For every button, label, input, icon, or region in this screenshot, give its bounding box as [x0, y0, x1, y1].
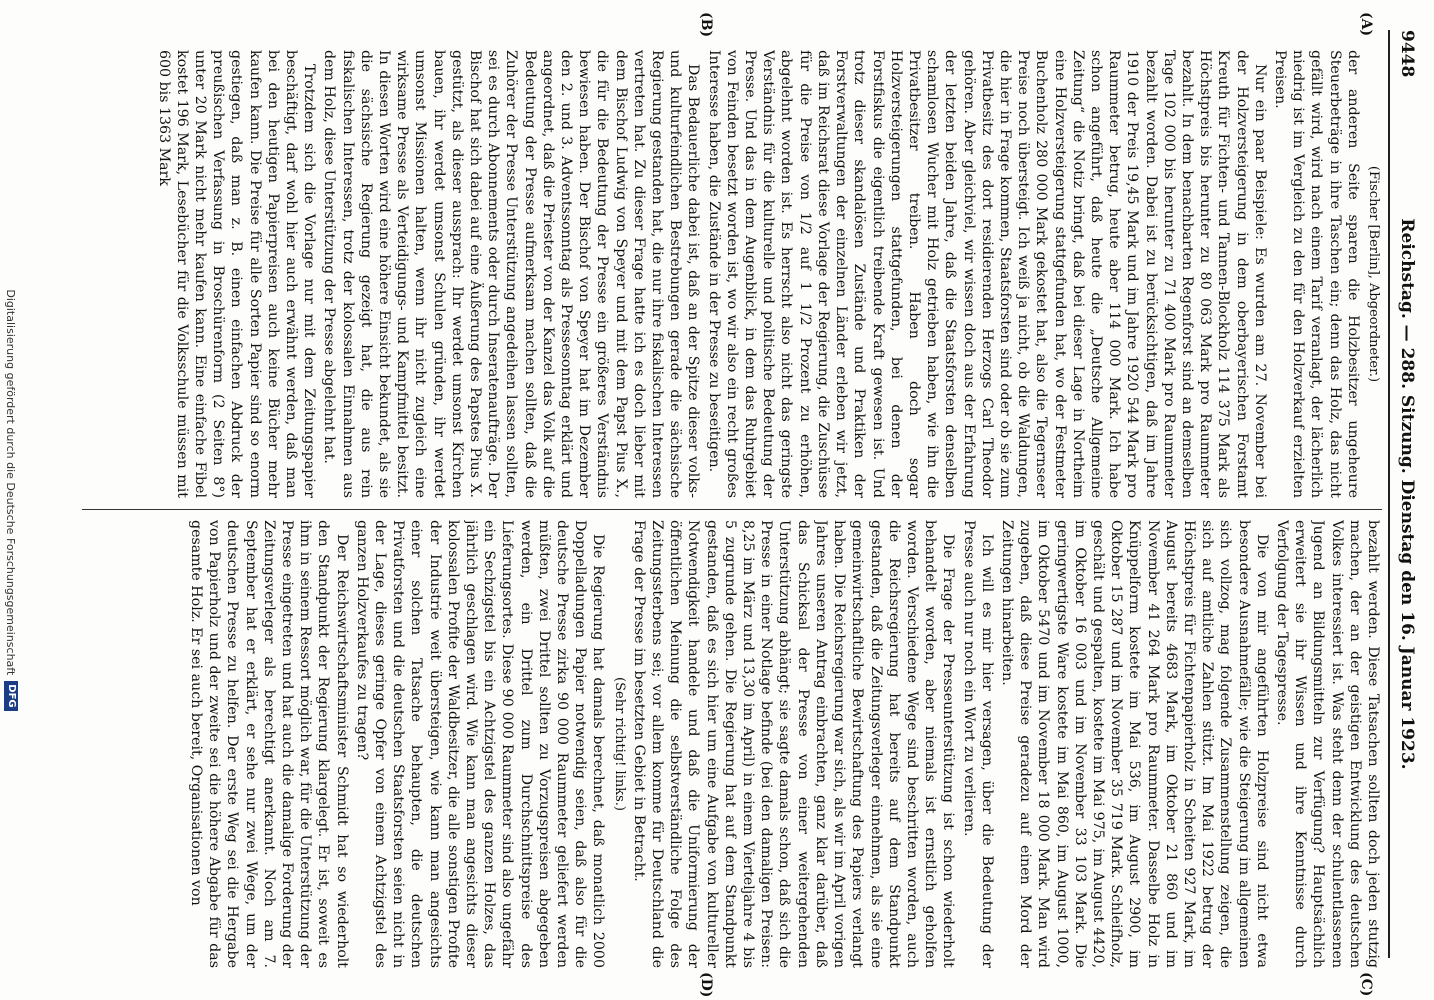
margin-marker-b: (B)	[698, 12, 714, 38]
left-column	[82, 50, 1382, 498]
paragraph: Ich will es mir hier versagen, über die Bedeutung der Presse auch nur noch ein Wort zu verlieren.	[960, 520, 995, 968]
interjection: (Sehr richtig! links.)	[611, 677, 627, 811]
paragraph: Der Reichswirtschaftsminister Schmidt hat so wiederholt den Standpunkt der Regierung klargelegt. Er ist, soweit es ihm in seinem Ressort möglich war, für die Unterstützung der Presse eingetreten und hat auch die damalige Forderung der Zeitungsverleger als berechtigt anerkannt. Noch am 7. September hat er erklärt, er sehe nur zwei Wege, um der deutschen Presse zu helfen. Der erste Weg sei die Hergabe von Papierholz und der zweite sei die höhere Abgabe für das gesamte Holz. Er sei auch bereit, Organisationen von	[188, 520, 350, 968]
credit-text: Digitalisierung gefördert durch die Deutsche Forschungsgemeinschaft	[4, 289, 18, 676]
digitization-credit	[0, 0, 22, 1000]
paragraph: bezahlt werden. Diese Tatsachen sollten doch jeden stutzig machen, der an der geistigen Entwicklung des deutschen Volkes interessiert ist. Was steht denn der schulentlassenen Jugend an Bildungsmitteln zur Verfügung? Hauptsächlich erweitert sie ihr Wissen und ihre Kenntnisse durch Verfolgung der Tagespresse.	[1273, 520, 1381, 968]
column-divider	[82, 509, 1382, 510]
paragraph: Das Bedauerliche dabei ist, daß an der Spitze dieser volks- und kulturfeindlichen Bestrebungen gerade die sächsische Regierung gestanden hat, die nur ihre fiskalischen Interessen vertreten hat. Zu dieser Frage hatte ich es doch lieber mit dem Bischof Ludwig von Speyer und mit dem Papst Pius X., die für die Bedeutung der Presse ein größeres Verständnis bewiesen haben. Der Bischof von Speyer hat im Dezember den 2. und 3. Adventssonntag als Pressesonntag erklärt und angeordnet, daß die Priester von der Kanzel das Volk auf die Bedeutung der Presse aufmerksam machen sollten, daß die Zuhörer der Presse Unterstützung angedeihen lassen sollten, sei es durch Abonnements oder durch Inseratenaufträge. Der Bischof hat sich dabei auf eine Äußerung des Papstes Pius X. gestützt, als dieser aussprach: Ihr werdet umsonst Kirchen bauen, ihr werdet umsonst Schulen gründen, ihr werdet umsonst Missionen halten, wenn ihr nicht zugleich eine wirksame Presse als Verteidigungs- und Kampfmittel besitzt. In diesen Worten wird eine höhere Einsicht bekundet, als sie die sächsische Regierung gezeigt hat, die aus rein fiskalischen Interessen, trotz der kolossalen Einnahmen aus dem Holz, diese Unterstützung der Presse abgelehnt hat.	[321, 50, 702, 498]
margin-marker-d: (D)	[698, 972, 714, 998]
right-column	[82, 520, 1382, 968]
paragraph: der anderen Seite sparen die Holzbesitzer ungeheure Steuerbeträge in ihre Taschen ein; denn das Holz, das nicht gefällt wird, wird nach einem Tarif veranlagt, der lächerlich niedrig ist im Vergleich zu den für den Holzverkauf erzielten Preisen.	[1271, 50, 1361, 498]
paragraph: Die Frage der Presseunterstützung ist schon wiederholt behandelt worden, aber niemals ist ernstlich geholfen worden. Verschiedene Wege sind beschritten worden, auch die Reichsregierung hat bereits auf dem Standpunkt gestanden, daß die Zeitungsverleger einnehmen, als sie eine gemeinwirtschaftliche Bewirtschaftung des Papiers verlangt haben. Die Reichsregierung war sich, als wir im April vorigen Jahres unseren Antrag einbrachten, ganz klar darüber, daß das Schicksal der Presse von einer weitergehenden Unterstützung abhängt; sie sagte damals schon, daß sich die Presse in einer Notlage befinde (bei den damaligen Preisen: 8,25 im März und 13,30 im April) in einem Vierteljahre 4 bis 5 zugrunde gehen. Die Regierung hat auf dem Standpunkt gestanden, daß es sich hier um eine Aufgabe von kultureller Notwendigkeit handele und daß die Uniformierung der öffentlichen Meinung die selbstverständliche Folge des Zeitungssterbens sei; vor allem komme für Deutschland die Frage der Presse im besetzten Gebiet in Betracht.	[630, 520, 957, 968]
header-rule	[1388, 30, 1390, 958]
paragraph: Trotzdem sich die Vorlage nur mit dem Zeitungspapier beschäftigt, darf wohl hier auch erwähnt werden, daß man bei den heutigen Papierpreisen auch keine Bücher mehr kaufen kann. Die Preise für alle Sorten Papier sind so enorm gestiegen, daß man z. B. einen einfachen Abdruck der preußischen Verfassung in Broschürenform (2 Seiten 8°) unter 20 Mark nicht mehr kaufen kann. Eine einfache Fibel kostet 196 Mark, Lesebücher für die Volksschule müssen mit 600 bis 1363 Mark	[155, 50, 318, 498]
dfg-logo: DFG	[4, 681, 18, 710]
speaker-line: (Fischer [Berlin], Abgeordneter.)	[1366, 165, 1381, 383]
paragraph: Die Regierung hat damals berechnet, daß monatlich 2000 Doppelladungen Papier notwendig seien, daß also für die deutsche Presse zirka 90 000 Raummeter geliefert werden müßten, zwei Drittel sollten zu Vorzugspreisen abgegeben werden, ein Drittel zum Durchschnittspreise des Lieferungsortes. Diese 90 000 Raummeter sind also ungefähr ein Sechzigstel bis ein Achtzigstel des ganzen Holzes, das jährlich geschlagen wird. Wie kann man angesichts dieser kolossalen Profite der Waldbesitzer, die alle sonstigen Profite der Industrie weit übersteigen, wie kann man angesichts einer solchen Tatsache behaupten, die deutschen Privatforsten und die deutschen Staatsforsten seien nicht in der Lage, dieses geringe Opfer von einem Achtzigstel des ganzen Holzverkaufes zu tragen?	[353, 520, 607, 968]
paragraph: Nur ein paar Beispiele: Es wurden am 27. November bei der Holzversteigerung in dem oberbayerischen Forstamt Kreuth für Fichten- und Tannen-Blockholz 114 375 Mark als Höchstpreis bis herunter zu 80 063 Mark pro Raummeter bezahlt. In dem benachbarten Regenforst sind an demselben Tage 102 000 bis herunter zu 71 400 Mark pro Raummeter bezahlt worden. Dabei ist zu berücksichtigen, daß im Jahre 1910 der Preis 19,45 Mark und im Jahre 1920 544 Mark pro Raummeter betrug, heute aber 114 000 Mark. Ich habe schon angeführt, daß heute die „Deutsche Allgemeine Zeitung“ die Notiz bringt, daß bei dieser Lage in Northeim eine Holzversteigerung stattgefunden hat, wo der Festmeter Buchenholz 280 000 Mark gekostet hat, also die Tegernseer Preise noch übersteigt. Ich weiß ja nicht, ob die Waldungen, die hier in Frage kommen, Staatsforsten sind oder ob sie zum Privatbesitz des dort residierenden Herzogs Carl Theodor gehören. Aber gleichviel, wir wissen doch aus der Erfahrung der letzten beiden Jahre, daß die Staatsforsten denselben schamlosen Wucher mit Holz getrieben haben, wie ihn die Privatbesitzer treiben. Haben doch sogar Holzversteigerungen stattgefunden, bei denen der Forstfiskus die eigentlich treibende Kraft gewesen ist. Und trotz dieser skandalösen Zustände und Praktiken der Forstverwaltungen der einzelnen Länder erleben wir jetzt, daß im Reichsrat diese Vorlage der Regierung, die Zuschüsse für die Preise von 1/2 auf 1 1/2 Prozent zu erhöhen, abgelehnt worden ist. Es herrscht also nicht das geringste Verständnis für die kulturelle und politische Bedeutung der Presse. Und das in dem Augenblick, in dem das Ruhrgebiet von Feinden besetzt worden ist, wo wir also ein recht großes Interesse haben, die Zustände in der Presse zu beseitigen.	[705, 50, 1268, 498]
margin-marker-c: (C)	[1358, 972, 1374, 997]
page-title: Reichstag. — 288. Sitzung. Dienstag den 16. Januar 1923.	[1397, 218, 1417, 770]
page-header	[1394, 30, 1420, 958]
paragraph: Die von mir angeführten Holzpreise sind nicht etwa besondere Ausnahmefälle; wie die Steigerung im allgemeinen sich vollzog, mag folgende Zusammenstellung zeigen, die sich auf amtliche Zahlen stützt. Im Mai 1922 betrug der Höchstpreis für Fichtenpapierholz in Scheiten 927 Mark, im August bereits 4683 Mark, im Oktober 21 860 und im November 41 264 Mark pro Raummeter. Dasselbe Holz in Knüppelform kostete im Mai 536, im August 2900, im Oktober 15 287 und im November 35 719 Mark. Schleifholz, geschält und gespalten, kostete im Mai 975, im August 4420, im Oktober 16 003 und im November 33 103 Mark. Die geringwertigste Ware kostete im Mai 860, im August 1000, im Oktober 5470 und im November 18 000 Mark. Man wird zugeben, daß diese Preise geradezu auf einen Mord der Zeitungen hinarbeiten.	[998, 520, 1270, 968]
margin-marker-a: (A)	[1358, 12, 1374, 37]
page-number: 9448	[1397, 30, 1417, 78]
